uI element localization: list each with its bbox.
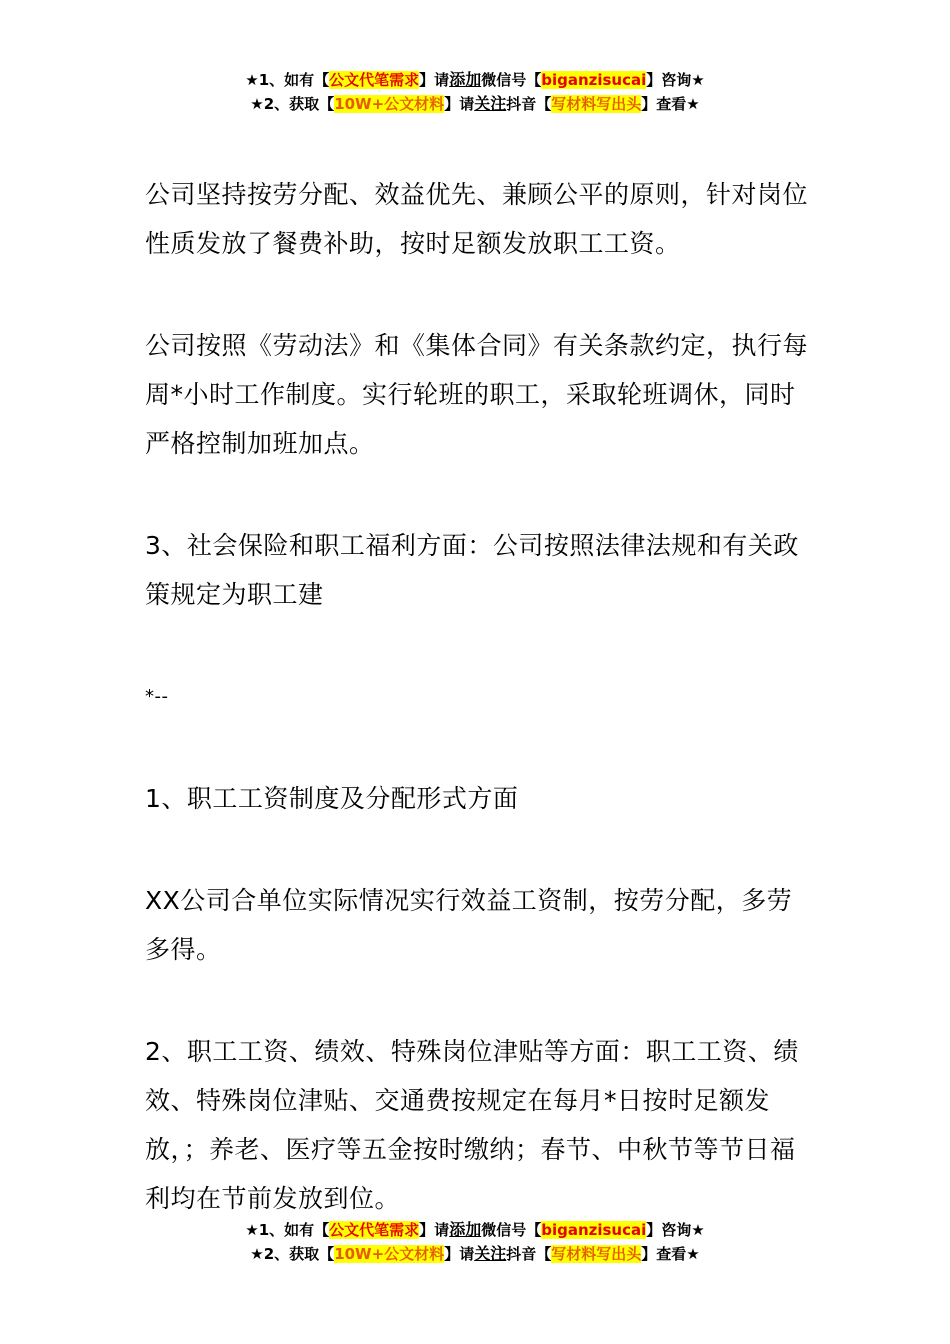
banner-text: 】查看★ [641,1245,700,1263]
banner-line-2 [0,92,950,116]
banner-text: 】请 [444,95,475,113]
banner-emphasis: 添加 [449,70,482,89]
banner-text: 】查看★ [641,95,700,113]
banner-emphasis: 添加 [449,1220,482,1239]
banner-text: 抖音【 [506,1245,552,1263]
document-body [145,170,810,1223]
header-banner [0,68,950,116]
paragraph-pay-principle: 公司坚持按劳分配、效益优先、兼顾公平的原则，针对岗位性质发放了餐费补助，按时足额发放职工工资。 [145,180,809,258]
banner-highlight-douyin: 写材料写出头 [551,1245,642,1263]
banner-text: ★2、获取【 [250,95,335,113]
banner-text: 】请 [419,71,450,89]
banner-highlight-wechat-id: biganzisucai [541,1221,647,1239]
banner-highlight-wechat-id: biganzisucai [541,71,647,89]
paragraph-allowances: 2、职工工资、绩效、特殊岗位津贴等方面：职工工资、绩效、特殊岗位津贴、交通费按规定在每月*日按时足额发放，；养老、医疗等五金按时缴纳；春节、中秋节等节日福利均在节前发放到位。 [145,1037,799,1213]
banner-line-1 [0,1218,950,1242]
banner-text: 微信号【 [481,71,542,89]
paragraph-heading-wage-system: 1、职工工资制度及分配形式方面 [145,784,519,813]
banner-text: 】请 [444,1245,475,1263]
banner-text: ★2、获取【 [250,1245,335,1263]
banner-highlight: 10W+公文材料 [334,1245,445,1263]
banner-highlight: 10W+公文材料 [334,95,445,113]
banner-line-2 [0,1242,950,1266]
paragraph-work-hours: 公司按照《劳动法》和《集体合同》有关条款约定，执行每周*小时工作制度。实行轮班的职工，采取轮班调休，同时严格控制加班加点。 [145,331,809,458]
banner-text: ★1、如有【 [245,71,330,89]
banner-text: ★1、如有【 [245,1221,330,1239]
banner-text: 】请 [419,1221,450,1239]
banner-highlight: 公文代笔需求 [329,71,420,89]
banner-emphasis: 关注 [474,1244,507,1263]
paragraph-performance-pay: XX公司合单位实际情况实行效益工资制，按劳分配，多劳多得。 [145,886,793,964]
banner-highlight: 公文代笔需求 [329,1221,420,1239]
banner-text: 抖音【 [506,95,552,113]
banner-line-1 [0,68,950,92]
banner-text: 微信号【 [481,1221,542,1239]
footer-banner [0,1218,950,1266]
paragraph-separator: *-- [145,686,169,707]
banner-text: 】咨询★ [646,1221,705,1239]
banner-emphasis: 关注 [474,94,507,113]
banner-text: 】咨询★ [646,71,705,89]
paragraph-social-insurance: 3、社会保险和职工福利方面：公司按照法律法规和有关政策规定为职工建 [145,531,799,609]
banner-highlight-douyin: 写材料写出头 [551,95,642,113]
